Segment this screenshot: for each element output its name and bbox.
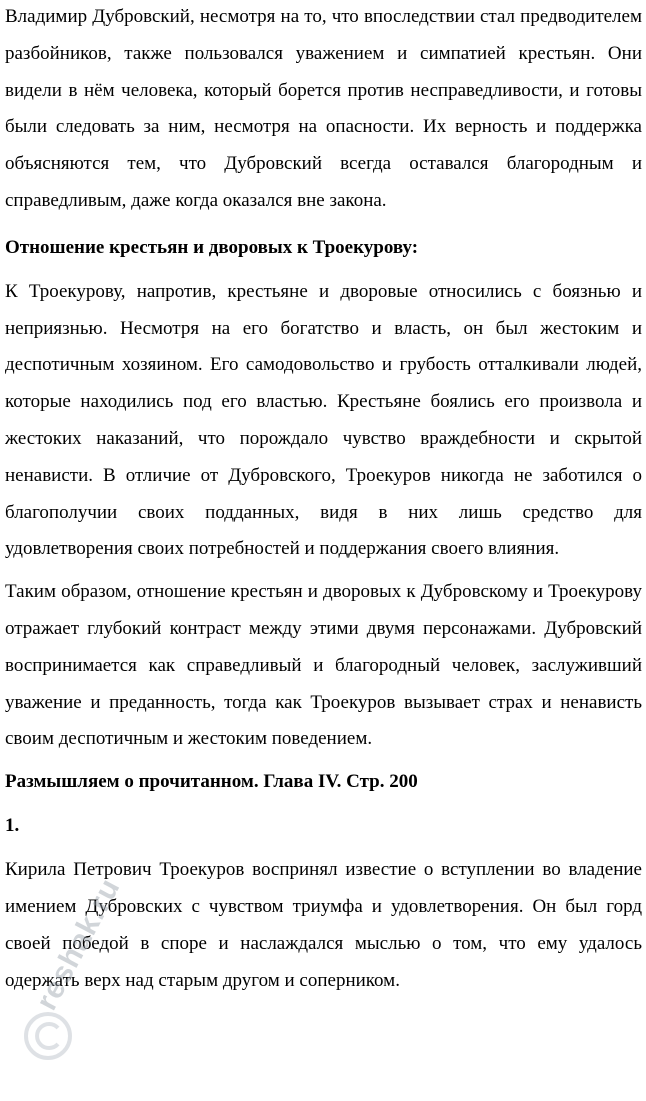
heading-peasants-to-troekurov: Отношение крестьян и дворовых к Троекурову:	[5, 236, 419, 258]
paragraph-conclusion-contrast: Таким образом, отношение крестьян и дворовых к Дубровскому и Троекурову отражает глубокий контраст между этими двумя персонажами. Дубровский воспринимается как справедливый и благородный человек, заслуживший уважение и преданность, тогда как Троекуров вызывает страх и ненависть своим деспотичным и жестоким поведением.	[5, 581, 642, 750]
paragraph-troekurov-fear: К Троекурову, напротив, крестьяне и дворовые относились с боязнью и неприязнью. Несмотря на его богатство и власть, он был жестоким и деспотичным хозяином. Его самодовольство и грубость отталкивали людей, которые находились под его властью. Крестьяне боялись его произвола и жестоких наказаний, что порождало чувство враждебности и скрытой ненависти. В отличие от Дубровского, Троекуров никогда не заботился о благополучии своих подданных, видя в них лишь средство для удовлетворения своих потребностей и поддержания своего влияния.	[5, 280, 642, 560]
question-number: 1.	[5, 815, 20, 837]
watermark-text: reshak.ru	[30, 872, 127, 1016]
heading-chapter-iv-questions: Размышляем о прочитанном. Глава IV. Стр. 200	[5, 771, 418, 793]
paragraph-dubrovsky-respect: Владимир Дубровский, несмотря на то, что впоследствии стал предводителем разбойников, также пользовался уважением и симпатией крестьян. Они видели в нём человека, который борется против несправедливости, и готовы были следовать за ним, несмотря на опасности. Их верность и поддержка объясняются тем, что Дубровский всегда оставался благородным и справедливым, даже когда оказался вне закона.	[5, 6, 642, 211]
paragraph-troekurov-reaction: Кирила Петрович Троекуров воспринял известие о вступлении во владение имением Дубровских с чувством триумфа и удовлетворения. Он был горд своей победой в споре и наслаждался мыслью о том, что ему удалось одержать верх над старым другом и соперником.	[5, 859, 642, 991]
